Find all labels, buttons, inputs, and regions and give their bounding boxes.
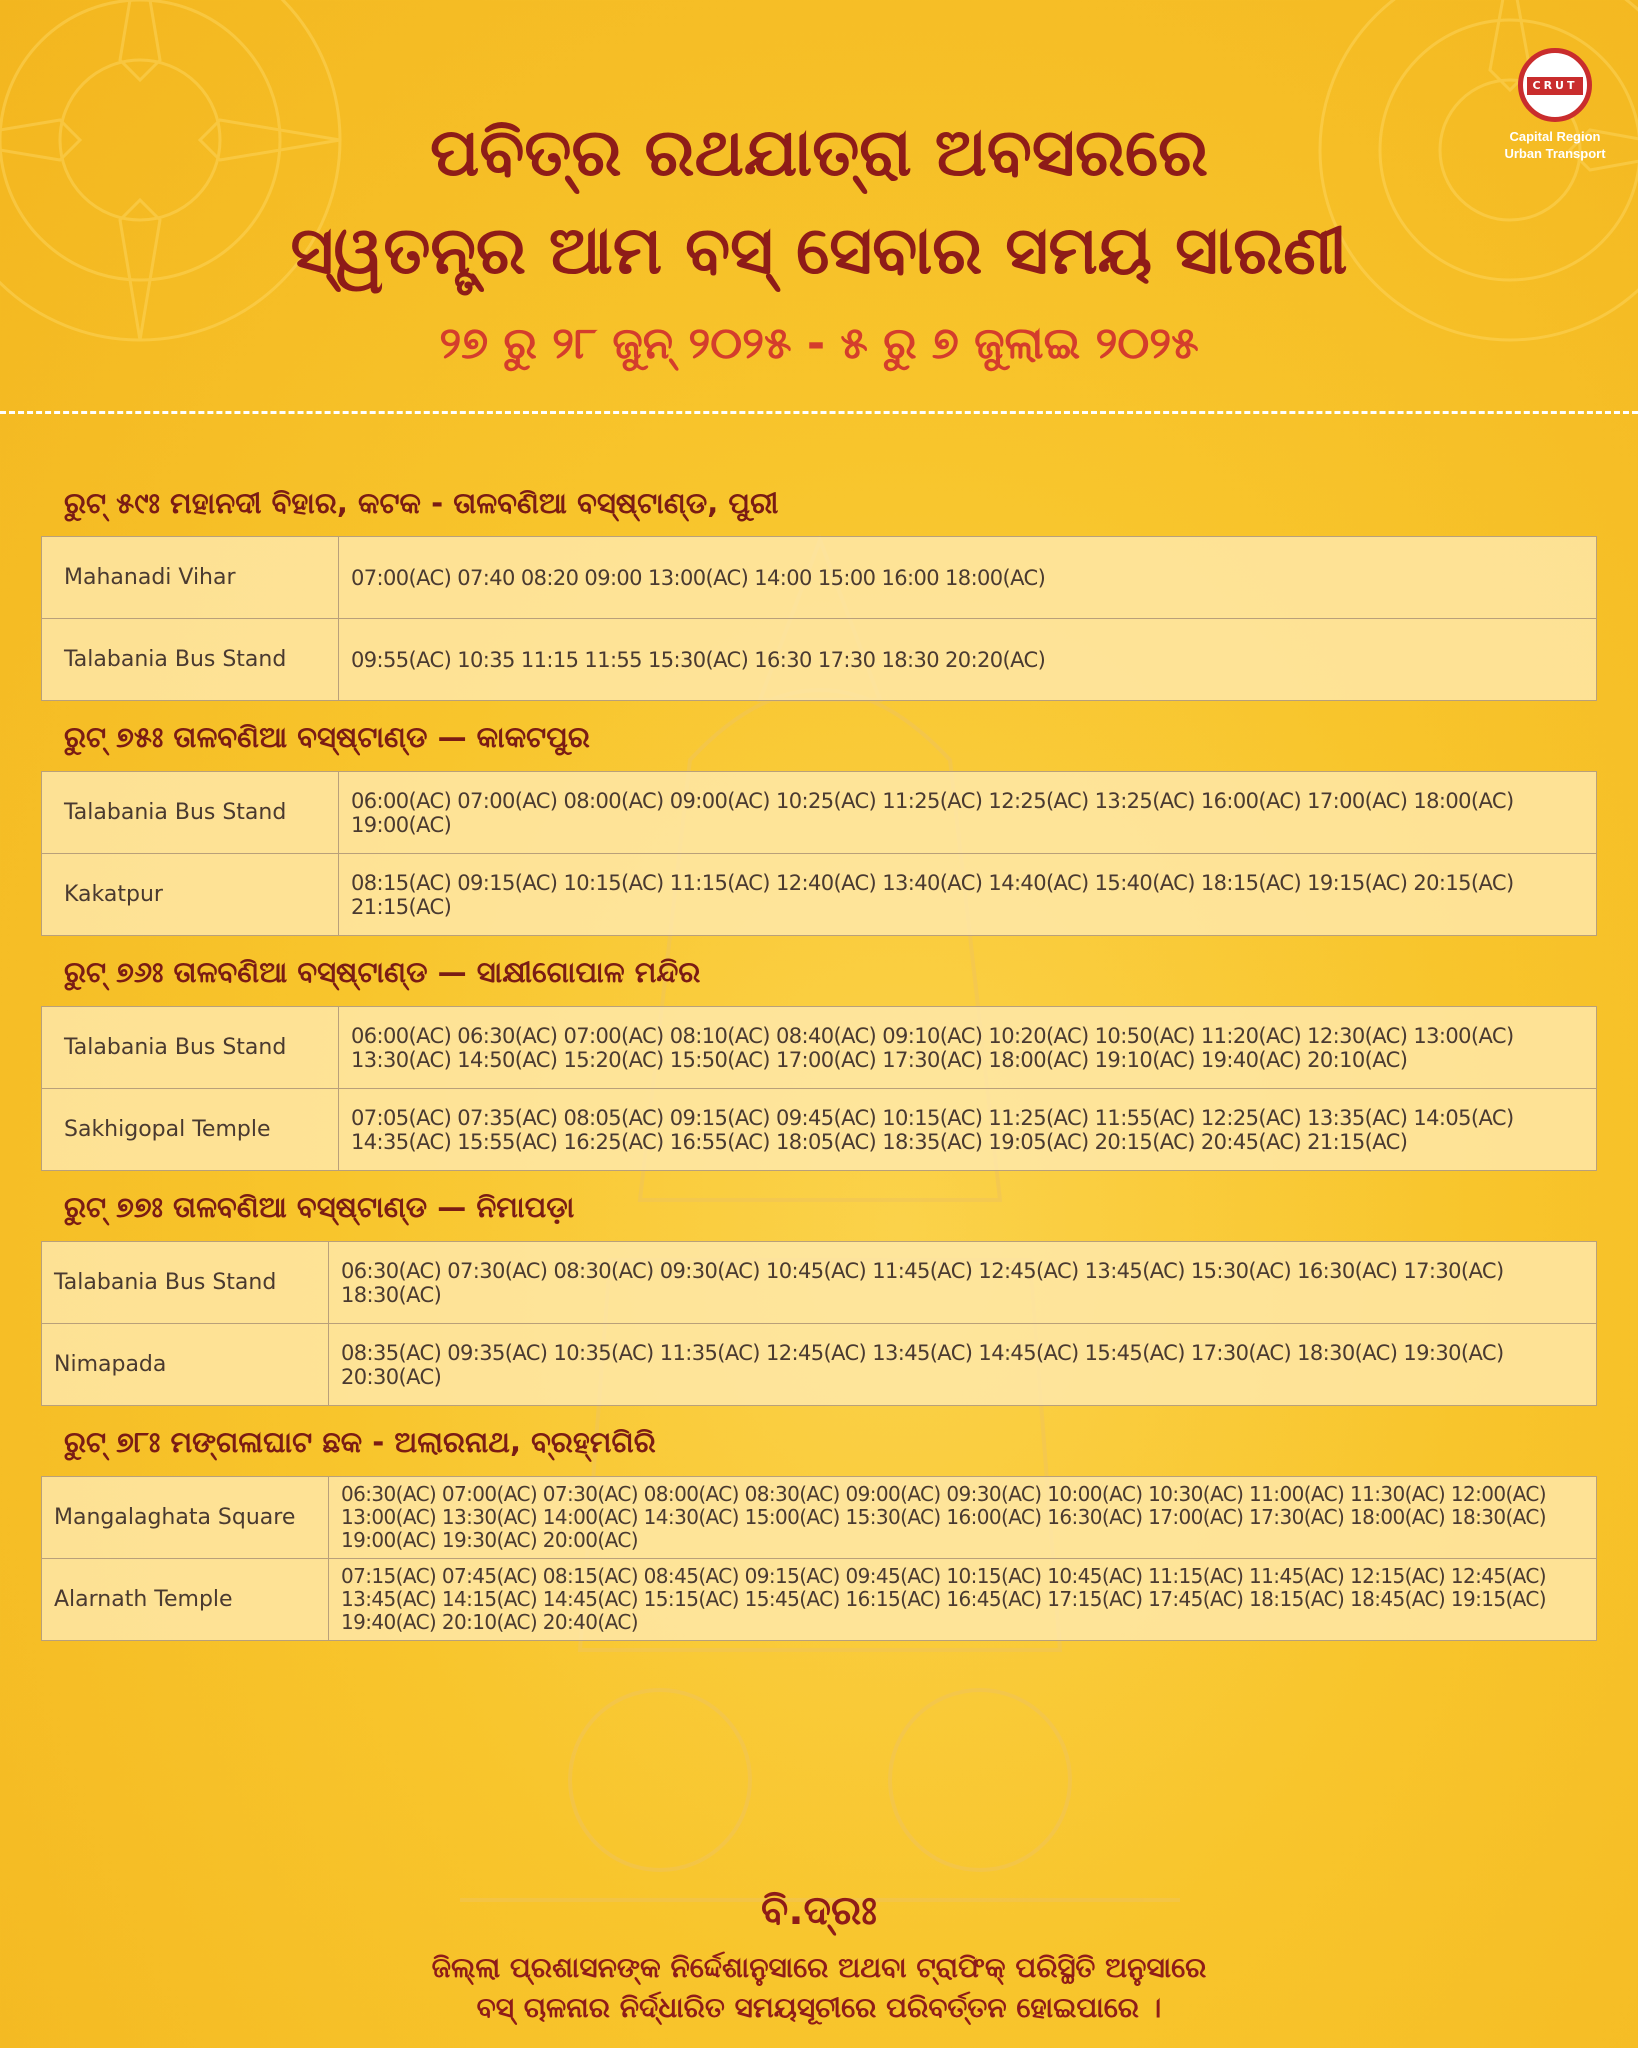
route-76-title: ରୁଟ୍ ୭୬ଃ ତାଳବଣିଆ ବସ୍ଷ୍ଟାଣ୍ଡ — ସାକ୍ଷୀଗୋପାଳ ମନ୍ଦିର xyxy=(64,955,701,989)
note-title: ବି.ଦ୍ରଃ xyxy=(761,1888,877,1934)
departure-times: 06:30(AC) 07:30(AC) 08:30(AC) 09:30(AC) 10:45(AC) 11:45(AC) 12:45(AC) 13:45(AC) 15:30(AC) 16:30(AC) 17:30(AC) 18:30(AC) xyxy=(329,1242,1597,1324)
departure-times: 06:30(AC) 07:00(AC) 07:30(AC) 08:00(AC) 08:30(AC) 09:00(AC) 09:30(AC) 10:00(AC) 10:30(AC) 11:00(AC) 11:30(AC) 12:00(AC) 13:00(AC) 13:30(AC) 14:00(AC) 14:30(AC) 15:00(AC) 15:30(AC) 16:00(AC) 16:30(AC) 17:00(AC) 17:30(AC) 18:00(AC) 18:30(AC) 19:00(AC) 19:30(AC) 20:00(AC) xyxy=(329,1477,1597,1559)
route-59-table xyxy=(41,536,1597,701)
table-row xyxy=(42,854,1597,936)
route-75-table xyxy=(41,771,1597,936)
route-77-table xyxy=(41,1241,1597,1406)
departure-times: 07:05(AC) 07:35(AC) 08:05(AC) 09:15(AC) 09:45(AC) 10:15(AC) 11:25(AC) 11:55(AC) 12:25(AC) 13:35(AC) 14:05(AC) 14:35(AC) 15:55(AC) 16:25(AC) 16:55(AC) 18:05(AC) 18:35(AC) 19:05(AC) 20:15(AC) 20:45(AC) 21:15(AC) xyxy=(339,1089,1597,1171)
stop-name: Talabania Bus Stand xyxy=(42,619,339,701)
route-76-table xyxy=(41,1006,1597,1171)
departure-times: 06:00(AC) 06:30(AC) 07:00(AC) 08:10(AC) 08:40(AC) 09:10(AC) 10:20(AC) 10:50(AC) 11:20(AC) 12:30(AC) 13:00(AC) 13:30(AC) 14:50(AC) 15:20(AC) 15:50(AC) 17:00(AC) 17:30(AC) 18:00(AC) 19:10(AC) 19:40(AC) 20:10(AC) xyxy=(339,1007,1597,1089)
table-row xyxy=(42,1242,1597,1324)
stop-name: Mahanadi Vihar xyxy=(42,537,339,619)
stop-name: Mangalaghata Square xyxy=(42,1477,329,1559)
stop-name: Alarnath Temple xyxy=(42,1559,329,1641)
dashed-divider xyxy=(0,411,1638,414)
departure-times: 06:00(AC) 07:00(AC) 08:00(AC) 09:00(AC) 10:25(AC) 11:25(AC) 12:25(AC) 13:25(AC) 16:00(AC) 17:00(AC) 18:00(AC) 19:00(AC) xyxy=(339,772,1597,854)
note-line1: ଜିଲ୍ଲା ପ୍ରଶାସନଙ୍କ ନିର୍ଦ୍ଦେଶାନୁସାରେ ଅଥବା ଟ୍ରାଫିକ୍ ପରିସ୍ଥିତି ଅନୁସାରେ xyxy=(431,1951,1207,1984)
table-row xyxy=(42,1007,1597,1089)
table-row xyxy=(42,772,1597,854)
table-row xyxy=(42,1324,1597,1406)
table-row xyxy=(42,1559,1597,1641)
route-59-title: ରୁଟ୍ ୫୯ଃ ମହାନଦୀ ବିହାର, କଟକ - ତାଳବଣିଆ ବସ୍ଷ୍ଟାଣ୍ଡ, ପୁରୀ xyxy=(64,486,779,520)
departure-times: 07:00(AC) 07:40 08:20 09:00 13:00(AC) 14:00 15:00 16:00 18:00(AC) xyxy=(339,537,1597,619)
departure-times: 09:55(AC) 10:35 11:15 11:55 15:30(AC) 16:30 17:30 18:30 20:20(AC) xyxy=(339,619,1597,701)
table-row xyxy=(42,619,1597,701)
stop-name: Nimapada xyxy=(42,1324,329,1406)
logo-name-line2: Urban Transport xyxy=(1504,146,1606,161)
title-line2: ସ୍ୱତନ୍ତ୍ର ଆମ ବସ୍ ସେବାର ସମୟ ସାରଣୀ xyxy=(290,212,1348,289)
stop-name: Kakatpur xyxy=(42,854,339,936)
route-78-title: ରୁଟ୍ ୭୮ଃ ମଙ୍ଗଳାଘାଟ ଛକ - ଅଲାରନାଥ, ବ୍ରହ୍ମଗିରି xyxy=(64,1425,656,1459)
route-75-title: ରୁଟ୍ ୭୫ଃ ତାଳବଣିଆ ବସ୍ଷ୍ଟାଣ୍ଡ — କାକଟପୁର xyxy=(64,720,590,754)
stop-name: Sakhigopal Temple xyxy=(42,1089,339,1171)
logo-abbr: CRUT xyxy=(1527,77,1583,95)
logo-name-line1: Capital Region xyxy=(1509,129,1601,144)
departure-times: 07:15(AC) 07:45(AC) 08:15(AC) 08:45(AC) 09:15(AC) 09:45(AC) 10:15(AC) 10:45(AC) 11:15(AC) 11:45(AC) 12:15(AC) 12:45(AC) 13:45(AC) 14:15(AC) 14:45(AC) 15:15(AC) 15:45(AC) 16:15(AC) 16:45(AC) 17:15(AC) 17:45(AC) 18:15(AC) 18:45(AC) 19:15(AC) 19:40(AC) 20:10(AC) 20:40(AC) xyxy=(329,1559,1597,1641)
note-line2: ବସ୍ ଚାଳନାର ନିର୍ଦ୍ଧାରିତ ସମୟସୂଚୀରେ ପରିବର୍ତ୍ତନ ହୋଇପାରେ । xyxy=(476,1991,1162,2024)
service-dates: ୨୭ ରୁ ୨୮ ଜୁନ୍ ୨୦୨୫ - ୫ ରୁ ୭ ଜୁଲାଇ ୨୦୨୫ xyxy=(439,318,1199,369)
table-row xyxy=(42,537,1597,619)
stop-name: Talabania Bus Stand xyxy=(42,1007,339,1089)
page-title xyxy=(0,104,1638,300)
schedule-change-note xyxy=(0,1948,1638,2028)
stop-name: Talabania Bus Stand xyxy=(42,772,339,854)
stop-name: Talabania Bus Stand xyxy=(42,1242,329,1324)
departure-times: 08:15(AC) 09:15(AC) 10:15(AC) 11:15(AC) 12:40(AC) 13:40(AC) 14:40(AC) 15:40(AC) 18:15(AC) 19:15(AC) 20:15(AC) 21:15(AC) xyxy=(339,854,1597,936)
departure-times: 08:35(AC) 09:35(AC) 10:35(AC) 11:35(AC) 12:45(AC) 13:45(AC) 14:45(AC) 15:45(AC) 17:30(AC) 18:30(AC) 19:30(AC) 20:30(AC) xyxy=(329,1324,1597,1406)
title-line1: ପବିତ୍ର ରଥଯାତ୍ରା ଅବସରରେ xyxy=(430,114,1208,191)
table-row xyxy=(42,1477,1597,1559)
table-row xyxy=(42,1089,1597,1171)
route-77-title: ରୁଟ୍ ୭୭ଃ ତାଳବଣିଆ ବସ୍ଷ୍ଟାଣ୍ଡ — ନିମାପଡ଼ା xyxy=(64,1190,575,1224)
route-78-table xyxy=(41,1476,1597,1641)
